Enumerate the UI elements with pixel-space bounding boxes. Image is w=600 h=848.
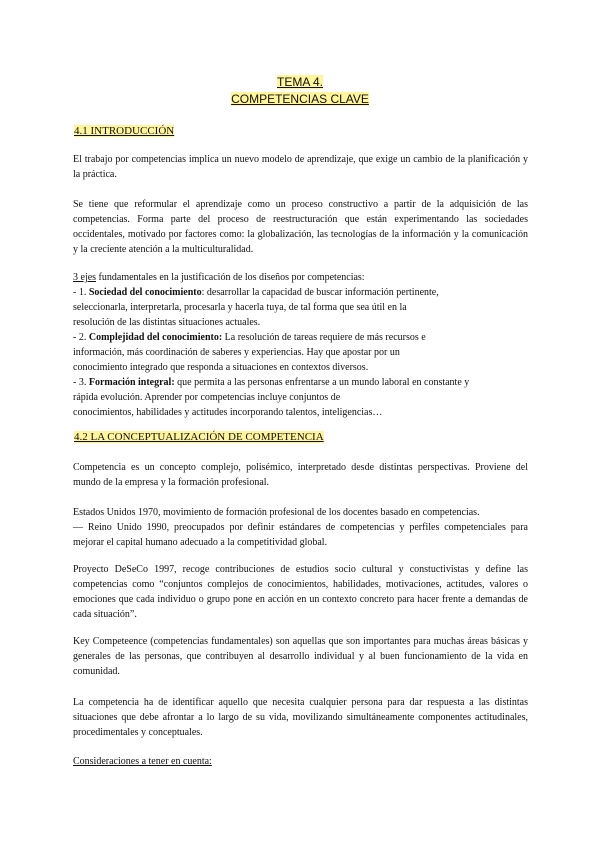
intro-paragraph-2: Se tiene que reformular el aprendizaje como un proceso constructivo a partir de la adquisición de las competencias. Forma parte del proceso de reestructuración que están experimentando las sociedades occidentales, motivado por factores como: la globalización, las tecnologías de la información y la comunicación y la creciente atención a la multiculturalidad. [73,199,528,255]
concept-paragraph-competencia: La competencia ha de identificar aquello que necesita cualquier persona para dar respuesta a las distintas situaciones que debe afrontar a lo largo de su vida, movilizando simultáneamente componentes actitudinales, procedimentales y conceptuales. [73,697,528,738]
intro-paragraph-1: El trabajo por competencias implica un nuevo modelo de aprendizaje, que exige un cambio de la planificación y la práctica. [73,154,528,180]
eje-2-line-2: información, más coordinación de saberes y experiencias. Hay que apostar por un [73,347,400,358]
title-line-2 [0,91,600,107]
eje-2-line-3: conocimiento integrado que responda a situaciones en contextos diversos. [73,362,369,373]
eje-3-line-1: - 3. Formación integral: que permita a las personas enfrentarse a un mundo laboral en constante y [73,377,470,388]
concept-paragraph-1: Competencia es un concepto complejo, polisémico, interpretado desde distintas perspectivas. Proviene del mundo de la empresa y la formación profesional. [73,462,528,488]
eje-3-line-2: rápida evolución. Aprender por competencias incluye conjuntos de [73,392,341,403]
considerations-heading: Consideraciones a tener en cuenta: [73,756,212,767]
title-line-1 [0,74,600,90]
concept-paragraph-2 [73,505,528,550]
eje-1-line-3: resolución de las distintas situaciones actuales. [73,317,261,328]
eje-1-line-1: - 1. Sociedad del conocimiento: desarrollar la capacidad de buscar información pertinente, [73,287,439,298]
eje-1-line-2: seleccionarla, interpretarla, procesarla y hacerla tuya, de tal forma que sea útil en la [73,302,407,313]
concept-usa-1970: Estados Unidos 1970, movimiento de formación profesional de los docentes basado en competencias. [73,507,480,518]
concept-paragraph-deseco: Proyecto DeSeCo 1997, recoge contribuciones de estudios socio cultural y constuctivistas y define las competencias como “conjuntos complejos de conocimientos, habilidades, motivaciones, actitudes, valores o emociones que cada individuo o grupo pone en acción en un contexto concreto para hacer frente a demandas de cada situación”. [73,564,528,620]
section-heading-introduccion: 4.1 INTRODUCCIÓN [74,125,175,137]
section-heading-conceptualizacion: 4.2 LA CONCEPTUALIZACIÓN DE COMPETENCIA [74,431,324,443]
concept-paragraph-key-competence: Key Competeence (competencias fundamentales) son aquellas que son importantes para muchas áreas básicas y generales de las personas, que contribuyen al desarrollo individual y al buen funcionamiento de la vida en comunidad. [73,636,528,677]
title-topic-name: COMPETENCIAS CLAVE [231,92,369,106]
eje-3-line-3: conocimientos, habilidades y actitudes incorporando talentos, inteligencias… [73,407,383,418]
eje-2-line-1: - 2. Complejidad del conocimiento: La resolución de tareas requiere de más recursos e [73,332,426,343]
ejes-list [73,270,528,420]
title-topic-number: TEMA 4. [276,75,323,89]
ejes-intro: 3 ejes fundamentales en la justificación de los diseños por competencias: [73,272,365,283]
concept-uk-1990: –– Reino Unido 1990, preocupados por definir estándares de competencias y perfiles competenciales para mejorar el capital humano adecuado a la competitividad global. [73,522,528,548]
